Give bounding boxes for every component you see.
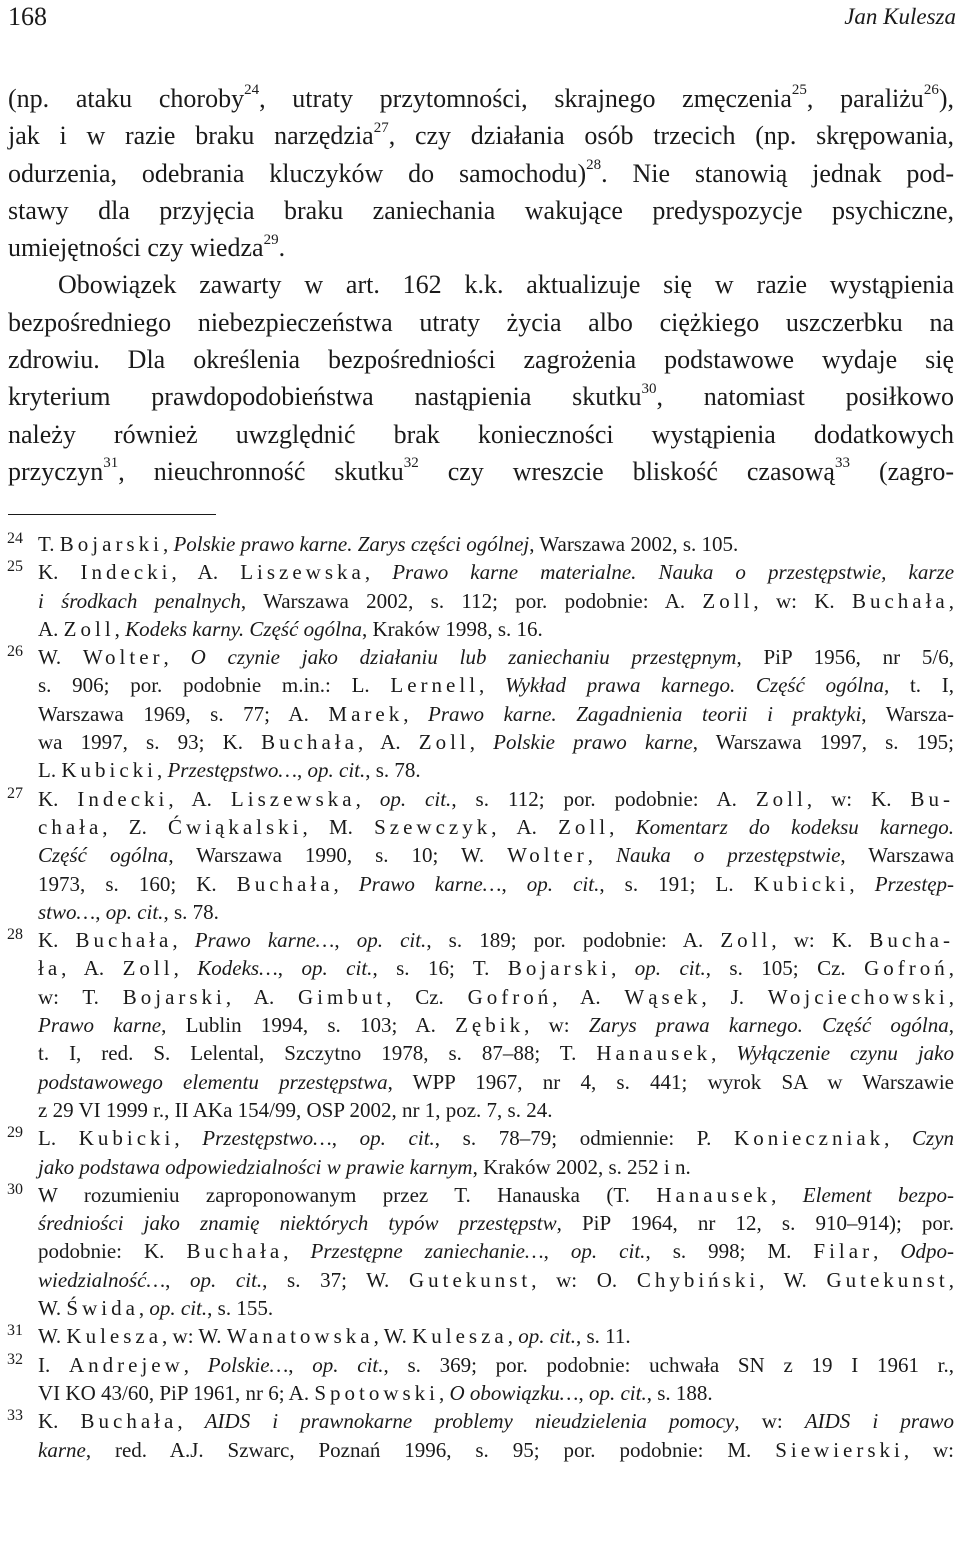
footnote-line: wa 1997, s. 93; K. Buchała, A. Zoll, Polskie prawo karne, Warszawa 1997, s. 195; <box>38 730 954 755</box>
text-line: umiejętności czy wiedza$^{29}$. <box>8 231 286 263</box>
footnote-line: Część ogólna, Warszawa 1990, s. 10; W. Wolter, Nauka o przestępstwie, Warszawa <box>38 843 955 868</box>
footnote-33 <box>0 1407 960 1464</box>
footnote-line: T. Bojarski, Polskie prawo karne. Zarys części ogólnej, Warszawa 2002, s. 105. <box>38 532 739 556</box>
footnote-line: karne, red. A.J. Szwarc, Poznań 1996, s. 95; por. podobnie: M. Siewierski, w: <box>38 1437 955 1462</box>
page-number: 168 <box>8 2 47 31</box>
footnote-number: 26 <box>7 643 23 661</box>
text-line: należy również uwzględnić brak konieczności wystąpienia dodatkowych <box>8 419 954 449</box>
footnote-number: 27 <box>7 784 23 802</box>
text-line: (np. ataku choroby$^{24}$, utraty przytomności, skrajnego zmęczenia$^{25}$, paraliżu$^{26}$), <box>8 82 954 113</box>
footnote-29 <box>0 1124 960 1181</box>
footnote-line: podobnie: K. Buchała, Przestępne zaniechanie…, op. cit., s. 998; M. Filar, Odpo- <box>38 1239 955 1264</box>
running-head-author: Jan Kulesza <box>844 4 956 29</box>
footnote-line: Warszawa 1969, s. 77; A. Marek, Prawo karne. Zagadnienia teorii i praktyki, Warsza- <box>38 701 954 726</box>
footnote-31 <box>0 1322 960 1350</box>
footnote-25 <box>0 558 960 643</box>
footnote-line: W rozumieniu zaproponowanym przez T. Hanauska (T. Hanausek, Element bezpo- <box>38 1182 954 1207</box>
page-header <box>0 0 960 34</box>
footnote-30 <box>0 1181 960 1322</box>
footnote-line: VI KO 43/60, PiP 1961, nr 6; A. Spotowski, O obowiązku…, op. cit., s. 188. <box>38 1380 713 1405</box>
footnote-line: W. Wolter, O czynie jako działaniu lub zaniechaniu przestępnym, PiP 1956, nr 5/6, <box>38 645 955 670</box>
footnote-ref[interactable]: 27 <box>373 119 389 136</box>
text-line: odurzenia, odebrania kluczyków do samochodu)$^{28}$. Nie stanowią jednak pod- <box>8 156 954 188</box>
footnote-ref[interactable]: 33 <box>834 455 850 472</box>
footnote-line: 1973, s. 160; K. Buchała, Prawo karne…, op. cit., s. 191; L. Kubicki, Przestęp- <box>38 871 955 896</box>
footnote-ref[interactable]: 29 <box>263 231 279 248</box>
text-line: jak i w razie braku narzędzia$^{27}$, czy działania osób trzecich (np. skrępowania, <box>8 119 954 151</box>
footnote-line: K. Indecki, A. Liszewska, Prawo karne materialne. Nauka o przestępstwie, karze <box>38 560 955 585</box>
footnote-line: L. Kubicki, Przestępstwo…, op. cit., s. 78–79; odmiennie: P. Konieczniak, Czyn <box>38 1126 955 1151</box>
footnote-number: 32 <box>7 1350 23 1368</box>
footnote-ref[interactable]: 26 <box>923 82 939 99</box>
footnote-32 <box>0 1351 960 1408</box>
footnote-line: wiedzialność…, op. cit., s. 37; W. Gutekunst, w: O. Chybiński, W. Gutekunst, <box>38 1267 955 1292</box>
footnote-line: W. Świda, op. cit., s. 155. <box>38 1296 274 1321</box>
footnote-26 <box>0 643 960 784</box>
footnote-line: Prawo karne, Lublin 1994, s. 103; A. Zębik, w: Zarys prawa karnego. Część ogólna, <box>38 1013 954 1038</box>
footnote-number: 31 <box>7 1322 23 1340</box>
footnote-ref[interactable]: 28 <box>586 156 602 173</box>
footnote-24 <box>0 530 960 558</box>
footnote-line: chała, Z. Ćwiąkalski, M. Szewczyk, A. Zoll, Komentarz do kodeksu karnego. <box>38 814 955 839</box>
footnote-line: stwo…, op. cit., s. 78. <box>38 899 219 924</box>
footnote-number: 30 <box>7 1180 23 1198</box>
text-line: przyczyn$^{31}$, nieuchronność skutku$^{32}$ czy wreszcie bliskość czasową$^{33}$ (zagro- <box>8 455 954 486</box>
footnote-number: 24 <box>7 530 23 547</box>
footnote-number: 28 <box>7 926 23 944</box>
text-line: kryterium prawdopodobieństwa nastąpienia skutku$^{30}$, natomiast posiłkowo <box>8 380 955 412</box>
footnote-line: L. Kubicki, Przestępstwo…, op. cit., s. 78. <box>38 758 421 783</box>
footnote-ref[interactable]: 30 <box>641 380 657 397</box>
footnote-line: K. Buchała, Prawo karne…, op. cit., s. 189; por. podobnie: A. Zoll, w: K. Bucha- <box>38 928 955 953</box>
text-line: zdrowiu. Dla określenia bezpośredniości zagrożenia podstawowe wydaje się <box>8 345 954 375</box>
footnote-line: i środkach penalnych, Warszawa 2002, s. 112; por. podobnie: A. Zoll, w: K. Buchała, <box>38 588 954 613</box>
footnote-separator <box>8 514 216 515</box>
footnote-line: W. Kulesza, w: W. Wanatowska, W. Kulesza, op. cit., s. 11. <box>38 1324 631 1349</box>
main-text <box>8 80 954 490</box>
footnote-number: 33 <box>7 1407 23 1425</box>
footnote-line: ła, A. Zoll, Kodeks…, op. cit., s. 16; T. Bojarski, op. cit., s. 105; Cz. Gofroń, <box>38 956 955 981</box>
footnote-line: t. I, red. S. Lelental, Szczytno 1978, s. 87–88; T. Hanausek, Wyłączenie czynu jako <box>38 1041 954 1066</box>
footnote-line: z 29 VI 1999 r., II AKa 154/99, OSP 2002, nr 1, poz. 7, s. 24. <box>38 1097 553 1122</box>
footnote-28 <box>0 926 960 1124</box>
footnote-line: K. Buchała, AIDS i prawnokarne problemy nieudzielenia pomocy, w: AIDS i prawo <box>38 1409 955 1434</box>
footnote-line: średniości jako znamię niektórych typów przestępstw, PiP 1964, nr 12, s. 910–914); por. <box>38 1211 954 1236</box>
footnote-ref[interactable]: 32 <box>403 455 419 472</box>
footnote-ref[interactable]: 24 <box>244 82 260 99</box>
footnote-line: I. Andrejew, Polskie…, op. cit., s. 369; por. podobnie: uchwała SN z 19 I 1961 r., <box>38 1352 955 1377</box>
footnote-line: podstawowego elementu przestępstwa, WPP 1967, nr 4, s. 441; wyrok SA w Warszawie <box>38 1069 954 1094</box>
text-line: stawy dla przyjęcia braku zaniechania wakujące predyspozycje psychiczne, <box>8 195 954 225</box>
footnote-line: A. Zoll, Kodeks karny. Część ogólna, Kraków 1998, s. 16. <box>38 616 543 641</box>
footnote-number: 25 <box>7 558 23 576</box>
footnote-line: s. 906; por. podobnie m.in.: L. Lernell, Wykład prawa karnego. Część ogólna, t. I, <box>38 673 954 698</box>
text-line: Obowiązek zawarty w art. 162 k.k. aktualizuje się w razie wystąpienia <box>58 270 954 300</box>
footnote-line: w: T. Bojarski, A. Gimbut, Cz. Gofroń, A. Wąsek, J. Wojciechowski, <box>38 984 954 1009</box>
footnote-line: jako podstawa odpowiedzialności w prawie karnym, Kraków 2002, s. 252 i n. <box>38 1154 691 1179</box>
footnote-ref[interactable]: 25 <box>791 82 807 99</box>
footnote-line: K. Indecki, A. Liszewska, op. cit., s. 112; por. podobnie: A. Zoll, w: K. Bu- <box>38 786 955 811</box>
text-line: bezpośredniego niebezpieczeństwa utraty życia albo ciężkiego uszczerbku na <box>8 307 954 337</box>
footnote-number: 29 <box>7 1124 23 1142</box>
footnote-27 <box>0 785 960 926</box>
footnotes <box>0 530 960 1464</box>
footnote-ref[interactable]: 31 <box>103 455 119 472</box>
